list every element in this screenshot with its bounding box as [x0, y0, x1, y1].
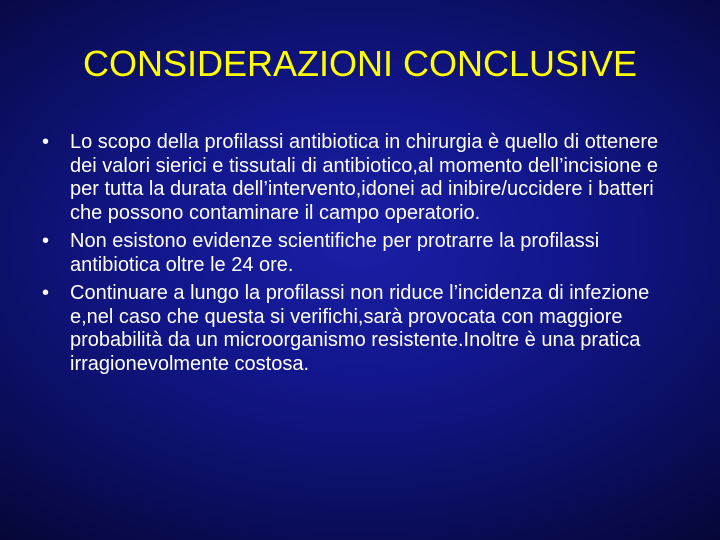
bullet-icon: • — [42, 131, 50, 153]
bullet-text: Non esistono evidenze scientifiche per protrarre la profilassi antibiotica oltre le 24 ore. — [70, 230, 600, 276]
bullet-text: Continuare a lungo la profilassi non riduce l’incidenza di infezione e,nel caso che questa si verifichi,sarà provocata con maggiore probabilità da un microorganismo resistente.Inoltre è una pratica irragionevolmente costosa. — [70, 282, 650, 375]
bullet-item-3 — [42, 282, 682, 376]
bullet-icon: • — [42, 282, 50, 304]
bullet-item-1 — [42, 131, 682, 225]
bullet-text: Lo scopo della profilassi antibiotica in chirurgia è quello di ottenere dei valori sierici e tissutali di antibiotico,al momento dell’incisione e per tutta la durata dell’intervento,idonei ad inibire/uccidere i batteri che possono contaminare il campo operatorio. — [70, 131, 659, 224]
bullet-list — [42, 131, 682, 381]
bullet-item-2 — [42, 230, 682, 277]
bullet-icon: • — [42, 230, 50, 252]
slide-title: CONSIDERAZIONI CONCLUSIVE — [82, 43, 638, 84]
